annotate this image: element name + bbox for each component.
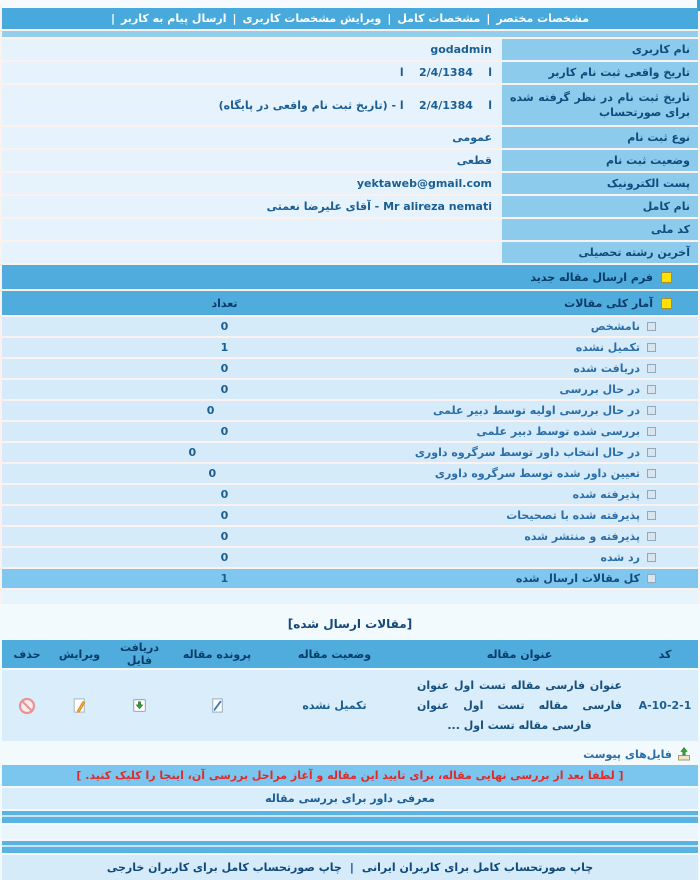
nav-separator: | bbox=[387, 12, 392, 25]
column-header-code: کد bbox=[658, 647, 672, 661]
stat-label: پذیرفته شده با تصحیحات bbox=[506, 509, 640, 522]
profile-label: تاریخ واقعی ثبت نام کاربر bbox=[502, 62, 698, 83]
article-edit-cell bbox=[52, 697, 107, 714]
square-bullet-icon bbox=[647, 553, 656, 562]
stat-count: 0 bbox=[188, 446, 197, 459]
profile-label: نام کامل bbox=[502, 196, 698, 217]
introduce-referee-link[interactable]: معرفی داور برای بررسی مقاله bbox=[2, 788, 698, 809]
stat-label: رد شده bbox=[600, 551, 640, 564]
stat-count: 0 bbox=[220, 320, 229, 333]
profile-label: نام کاربری bbox=[502, 39, 698, 60]
article-code: A-10-2-1 bbox=[638, 699, 692, 713]
nav-edit-profile[interactable]: ویرایش مشخصات کاربری bbox=[242, 12, 382, 25]
profile-row-full-name bbox=[2, 196, 698, 217]
profile-row-username bbox=[2, 39, 698, 60]
nav-full-profile[interactable]: مشخصات کامل bbox=[397, 12, 481, 25]
column-header-title: عنوان مقاله bbox=[486, 647, 553, 661]
stat-row-under-review bbox=[2, 380, 698, 399]
stat-row-received bbox=[2, 359, 698, 378]
square-bullet-icon bbox=[647, 448, 656, 457]
delete-icon[interactable] bbox=[18, 697, 36, 715]
download-file-icon[interactable] bbox=[131, 697, 148, 714]
profile-value bbox=[2, 173, 502, 194]
profile-row-register-status bbox=[2, 150, 698, 171]
square-bullet-icon bbox=[647, 322, 656, 331]
edit-icon[interactable] bbox=[71, 697, 88, 714]
stat-label: پذیرفته و منتشر شده bbox=[524, 530, 640, 543]
articles-table-header bbox=[2, 640, 698, 668]
stat-row-reviewed-by-editor bbox=[2, 422, 698, 441]
new-article-form-row[interactable] bbox=[2, 265, 698, 289]
divider-band bbox=[2, 841, 698, 853]
stat-row-referee-assigned bbox=[2, 464, 698, 483]
nav-brief-profile[interactable]: مشخصات مختصر bbox=[496, 12, 590, 25]
nav-sub-strip bbox=[2, 31, 698, 37]
stats-title: آمار کلی مقالات bbox=[564, 296, 653, 310]
profile-value: عمومی bbox=[2, 127, 502, 148]
email-link[interactable]: yektaweb@gmail.com bbox=[356, 177, 492, 190]
nav-send-message[interactable]: ارسال پیام به کاربر bbox=[120, 12, 227, 25]
column-header-status: وضعیت مقاله bbox=[297, 647, 372, 661]
stat-label: تکمیل نشده bbox=[575, 341, 640, 354]
article-delete-cell bbox=[2, 697, 52, 715]
yellow-square-icon bbox=[661, 272, 672, 283]
attachments-row bbox=[2, 743, 698, 765]
article-dossier-cell bbox=[172, 697, 262, 714]
stat-count: 0 bbox=[220, 509, 229, 522]
square-bullet-icon bbox=[647, 490, 656, 499]
attachments-link[interactable]: فایل‌های پیوست bbox=[583, 747, 672, 761]
stat-count: 0 bbox=[206, 404, 215, 417]
column-header-delete: حذف bbox=[13, 647, 41, 661]
stat-row-accepted-with-corrections bbox=[2, 506, 698, 525]
stat-label: نامشخص bbox=[590, 320, 640, 333]
profile-nav-bar bbox=[2, 8, 698, 29]
stat-row-initial-review bbox=[2, 401, 698, 420]
stat-row-published bbox=[2, 527, 698, 546]
stat-count: 1 bbox=[220, 572, 229, 585]
nav-separator: | bbox=[110, 12, 115, 25]
square-bullet-icon bbox=[647, 427, 656, 436]
stat-count: 0 bbox=[220, 425, 229, 438]
top-strip bbox=[0, 0, 700, 8]
profile-row-real-register-date bbox=[2, 62, 698, 83]
column-header-dossier: پرونده مقاله bbox=[182, 647, 252, 661]
stats-count-header: تعداد bbox=[211, 296, 238, 310]
profile-label: آخرین رشته تحصیلی bbox=[502, 242, 698, 263]
profile-value: قطعی bbox=[2, 150, 502, 171]
invoice-print-footer bbox=[2, 855, 698, 880]
print-invoice-iranian-link[interactable]: چاپ صورتحساب کامل برای کاربران ایرانی bbox=[361, 861, 594, 875]
stat-count: 0 bbox=[220, 362, 229, 375]
article-dossier-icon[interactable] bbox=[209, 697, 226, 714]
stat-row-total-submitted bbox=[2, 569, 698, 588]
footer-separator: | bbox=[349, 861, 354, 875]
column-header-edit: ویرایش bbox=[58, 647, 101, 661]
stat-row-rejected bbox=[2, 548, 698, 567]
print-invoice-foreign-link[interactable]: چاپ صورتحساب کامل برای کاربران خارجی bbox=[106, 861, 342, 875]
submitted-articles-title: [مقالات ارسال شده] bbox=[287, 617, 413, 631]
article-row bbox=[2, 670, 698, 741]
profile-value: ا 2/4/1384 ا - (تاریخ ثبت نام واقعی در پایگاه) bbox=[2, 85, 502, 125]
stat-count: 0 bbox=[220, 383, 229, 396]
profile-row-last-degree bbox=[2, 242, 698, 263]
profile-value: ا 2/4/1384 ا bbox=[2, 62, 502, 83]
square-bullet-icon bbox=[647, 532, 656, 541]
stat-label: کل مقالات ارسال شده bbox=[515, 572, 640, 585]
stat-label: پذیرفته شده bbox=[572, 488, 640, 501]
stat-label: دریافت شده bbox=[573, 362, 640, 375]
nav-separator: | bbox=[486, 12, 491, 25]
spacer-row bbox=[2, 590, 698, 604]
stat-count: 0 bbox=[208, 467, 217, 480]
profile-value: Mr alireza nemati - آقای علیرضا نعمتی bbox=[2, 196, 502, 217]
stat-label: در حال بررسی اولیه توسط دبیر علمی bbox=[433, 404, 640, 417]
profile-label: پست الکترونیک bbox=[502, 173, 698, 194]
article-status: تکمیل نشده bbox=[302, 699, 367, 713]
stat-row-incomplete bbox=[2, 338, 698, 357]
profile-row-register-type bbox=[2, 127, 698, 148]
submitted-articles-section bbox=[0, 606, 700, 880]
profile-label: وضعیت ثبت نام bbox=[502, 150, 698, 171]
article-title: عنوان فارسی مقاله تست اول عنوان فارسی مقاله تست اول عنوان فارسی مقاله تست اول ... bbox=[417, 679, 622, 732]
stat-count: 0 bbox=[220, 530, 229, 543]
square-bullet-icon bbox=[647, 385, 656, 394]
profile-value: godadmin bbox=[2, 39, 502, 60]
stat-count: 0 bbox=[220, 488, 229, 501]
square-bullet-icon bbox=[647, 574, 656, 583]
new-article-form-link[interactable]: فرم ارسال مقاله جدید bbox=[530, 270, 653, 284]
nav-separator: | bbox=[232, 12, 237, 25]
square-bullet-icon bbox=[647, 469, 656, 478]
profile-label: تاریخ ثبت نام در نظر گرفته شده برای صورتحساب bbox=[502, 85, 698, 125]
yellow-square-icon bbox=[661, 298, 672, 309]
stat-count: 1 bbox=[220, 341, 229, 354]
article-download-cell bbox=[107, 697, 172, 714]
square-bullet-icon bbox=[647, 364, 656, 373]
confirm-article-notice[interactable]: [ لطفا بعد از بررسی نهایی مقاله، برای تایید این مقاله و آغاز مراحل بررسی آن، اینجا را کلیک کنید. ] bbox=[2, 765, 698, 786]
upload-attachment-icon[interactable] bbox=[676, 746, 692, 762]
profile-value bbox=[2, 242, 502, 263]
square-bullet-icon bbox=[647, 343, 656, 352]
stat-label: در حال انتخاب داور توسط سرگروه داوری bbox=[414, 446, 640, 459]
profile-row-national-code bbox=[2, 219, 698, 240]
stat-label: تعیین داور شده توسط سرگروه داوری bbox=[434, 467, 640, 480]
stats-header-row bbox=[2, 291, 698, 315]
profile-section bbox=[0, 8, 700, 604]
square-bullet-icon bbox=[647, 511, 656, 520]
divider-band bbox=[2, 811, 698, 823]
profile-row-billing-register-date bbox=[2, 85, 698, 125]
stat-row-accepted bbox=[2, 485, 698, 504]
stat-row-unknown bbox=[2, 317, 698, 336]
spacer bbox=[2, 825, 698, 839]
stat-label: در حال بررسی bbox=[559, 383, 640, 396]
profile-value bbox=[2, 219, 502, 240]
column-header-download: دریافت فایل bbox=[119, 641, 160, 667]
stat-count: 0 bbox=[220, 551, 229, 564]
stat-row-referee-selection bbox=[2, 443, 698, 462]
profile-label: کد ملی bbox=[502, 219, 698, 240]
profile-row-email bbox=[2, 173, 698, 194]
square-bullet-icon bbox=[647, 406, 656, 415]
stat-label: بررسی شده توسط دبیر علمی bbox=[476, 425, 640, 438]
profile-label: نوع ثبت نام bbox=[502, 127, 698, 148]
